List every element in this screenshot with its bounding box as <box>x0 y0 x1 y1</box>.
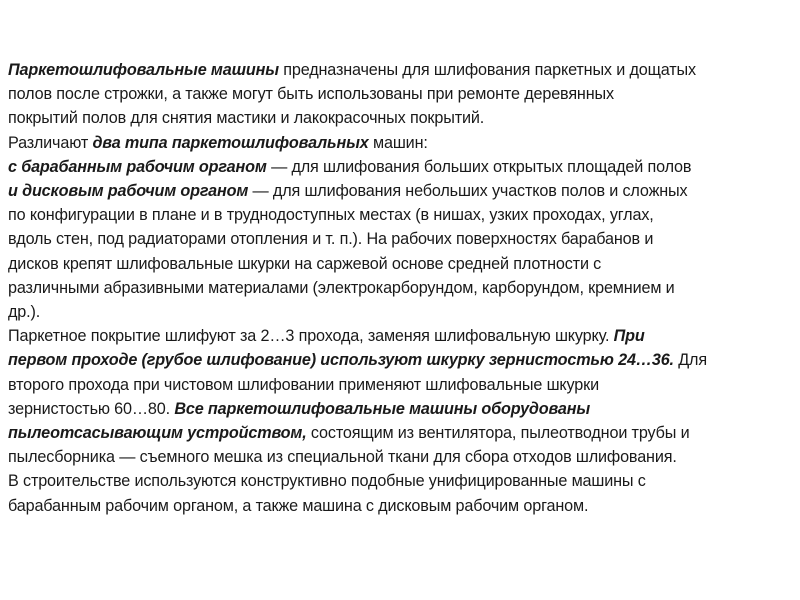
text-line <box>8 106 794 130</box>
text-run: различными абразивными материалами (электрокарборундом, карборундом, кремнием и <box>8 278 675 297</box>
text-run: зернистостью 60…80. <box>8 399 175 418</box>
text-line <box>8 82 794 106</box>
text-run: и дисковым рабочим органом <box>8 182 249 201</box>
text-run: — для шлифования больших открытых площадей полов <box>266 157 692 176</box>
text-run: с барабанным рабочим органом <box>8 157 267 176</box>
text-line <box>8 131 794 155</box>
text-run: первом проходе (грубое шлифование) используют шкурку зернистостью 24…36. <box>8 351 674 370</box>
text-line <box>8 252 794 276</box>
text-line <box>8 324 794 348</box>
text-line <box>8 421 794 445</box>
text-line <box>8 58 794 82</box>
text-line <box>8 276 794 300</box>
text-run: Паркетошлифовальные машины <box>8 61 279 79</box>
text-run: Различают <box>8 133 93 152</box>
text-run: В строительстве используются конструктивно подобные унифицированные машины с <box>8 472 646 491</box>
text-run: барабанным рабочим органом, а также машина с дисковым рабочим органом. <box>8 496 589 515</box>
text-run: дисков крепят шлифовальные шкурки на саржевой основе средней плотности с <box>8 254 602 273</box>
text-run: покрытий полов для снятия мастики и лакокрасочных покрытий. <box>8 109 485 128</box>
text-line <box>8 300 794 324</box>
text-run: — для шлифования небольших участков полов и сложных <box>248 182 688 201</box>
text-run: машин: <box>368 133 428 152</box>
text-line <box>8 155 794 179</box>
text-line <box>8 227 794 251</box>
text-run: полов после строжки, а также могут быть использованы при ремонте деревянных <box>8 85 614 104</box>
text-run: второго прохода при чистовом шлифовании применяют шлифовальные шкурки <box>8 375 599 394</box>
text-line <box>8 445 794 469</box>
text-line <box>8 397 794 421</box>
text-run: Паркетное покрытие шлифуют за 2…3 прохода, заменяя шлифовальную шкурку. <box>8 327 614 346</box>
text-line <box>8 203 794 227</box>
text-run: два типа паркетошлифовальных <box>92 133 369 152</box>
text-run: по конфигурации в плане и в труднодоступных местах (в нишах, узких проходах, углах, <box>8 206 654 225</box>
text-run: др.). <box>8 303 41 322</box>
text-run: пылеотсасывающим устройством, <box>8 424 307 443</box>
text-line <box>8 179 794 203</box>
text-line <box>8 373 794 397</box>
text-run: предназначены для шлифования паркетных и дощатых <box>278 61 696 79</box>
text-line <box>8 494 794 518</box>
text-run: При <box>613 327 645 346</box>
text-line <box>8 469 794 493</box>
text-run: пылесборника — съемного мешка из специальной ткани для сбора отходов шлифования. <box>8 448 677 467</box>
text-run: Все паркетошлифовальные машины оборудованы <box>174 399 591 418</box>
text-run: состоящим из вентилятора, пылеотводнои трубы и <box>306 424 690 443</box>
text-run: вдоль стен, под радиаторами отопления и т. п.). На рабочих поверхностях барабанов и <box>8 230 654 249</box>
body-text <box>8 58 794 518</box>
text-run: Для <box>673 351 707 370</box>
text-line <box>8 348 794 372</box>
